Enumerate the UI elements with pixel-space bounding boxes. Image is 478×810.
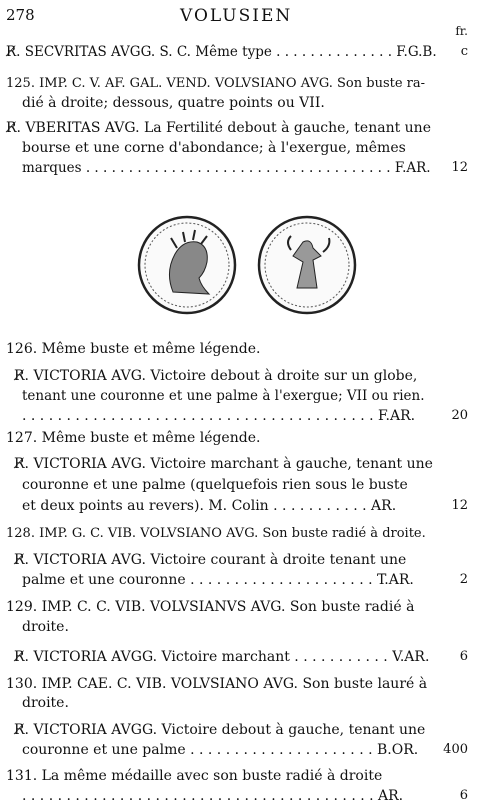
price: 12 xyxy=(451,160,468,175)
text-line: droite. xyxy=(22,619,69,635)
reverse-coin xyxy=(259,217,355,313)
price-column-label: fr. xyxy=(455,24,468,38)
text-line: couronne et une palme (quelquefois rien sous le buste xyxy=(22,477,408,493)
coins-svg xyxy=(135,212,365,318)
text-line: dié à droite; dessous, quatre points ou VII. xyxy=(22,95,325,111)
running-title: VOLUSIEN xyxy=(180,6,293,26)
text-line: 129. IMP. C. C. VIB. VOLVSIANVS AVG. Son buste radié à xyxy=(6,599,415,615)
text-line: et deux points au revers). M. Colin . . . . . . . . . . . AR. xyxy=(22,498,397,514)
page-header xyxy=(6,6,478,28)
price: 6 xyxy=(459,649,468,664)
text-line: R̸. VBERITAS AVG. La Fertilité debout à gauche, tenant une xyxy=(6,120,431,136)
text-line: 128. IMP. G. C. VIB. VOLVSIANO AVG. Son buste radié à droite. xyxy=(6,526,426,541)
price: 12 xyxy=(451,498,468,513)
text-line: R̸. VICTORIA AVGG. Victoire debout à gauche, tenant une xyxy=(14,722,426,738)
price: 2 xyxy=(459,572,468,587)
text-line: R̸. VICTORIA AVG. Victoire courant à droite tenant une xyxy=(14,552,407,568)
obverse-coin xyxy=(139,217,235,313)
price: c xyxy=(460,44,468,59)
text-line: 126. Même buste et même légende. xyxy=(6,341,261,357)
text-line: 131. La même médaille avec son buste radié à droite xyxy=(6,768,383,784)
text-line: R̸. VICTORIA AVGG. Victoire marchant . . . . . . . . . . . V.AR. xyxy=(14,649,430,665)
price: 20 xyxy=(451,408,468,423)
text-line: R̸. SECVRITAS AVGG. S. C. Même type . . . . . . . . . . . . . . F.G.B. xyxy=(6,44,437,60)
text-line: . . . . . . . . . . . . . . . . . . . . . . . . . . . . . . . . . . . . . . . . AR. xyxy=(22,788,404,804)
text-line: bourse et une corne d'abondance; à l'exergue, mêmes xyxy=(22,140,406,156)
text-line: tenant une couronne et une palme à l'exergue; VII ou rien. xyxy=(22,388,425,404)
text-line: couronne et une palme . . . . . . . . . . . . . . . . . . . . . B.OR. xyxy=(22,742,419,758)
text-line: droite. xyxy=(22,695,69,711)
page-number: 278 xyxy=(6,6,35,24)
text-line: palme et une couronne . . . . . . . . . . . . . . . . . . . . . T.AR. xyxy=(22,572,414,588)
price: 6 xyxy=(459,788,468,803)
text-line: 125. IMP. C. V. AF. GAL. VEND. VOLVSIANO AVG. Son buste ra- xyxy=(6,76,426,91)
text-line: 127. Même buste et même légende. xyxy=(6,430,261,446)
coin-illustrations xyxy=(135,212,365,318)
text-line: 130. IMP. CAE. C. VIB. VOLVSIANO AVG. Son buste lauré à xyxy=(6,676,428,692)
text-line: R̸. VICTORIA AVG. Victoire marchant à gauche, tenant une xyxy=(14,456,433,472)
text-line: marques . . . . . . . . . . . . . . . . . . . . . . . . . . . . . . . . . . . . F.AR. xyxy=(22,160,431,176)
price: 400 xyxy=(443,742,468,757)
text-line: . . . . . . . . . . . . . . . . . . . . . . . . . . . . . . . . . . . . . . . . F.AR. xyxy=(22,408,416,424)
text-line: R̸. VICTORIA AVG. Victoire debout à droite sur un globe, xyxy=(14,368,418,384)
